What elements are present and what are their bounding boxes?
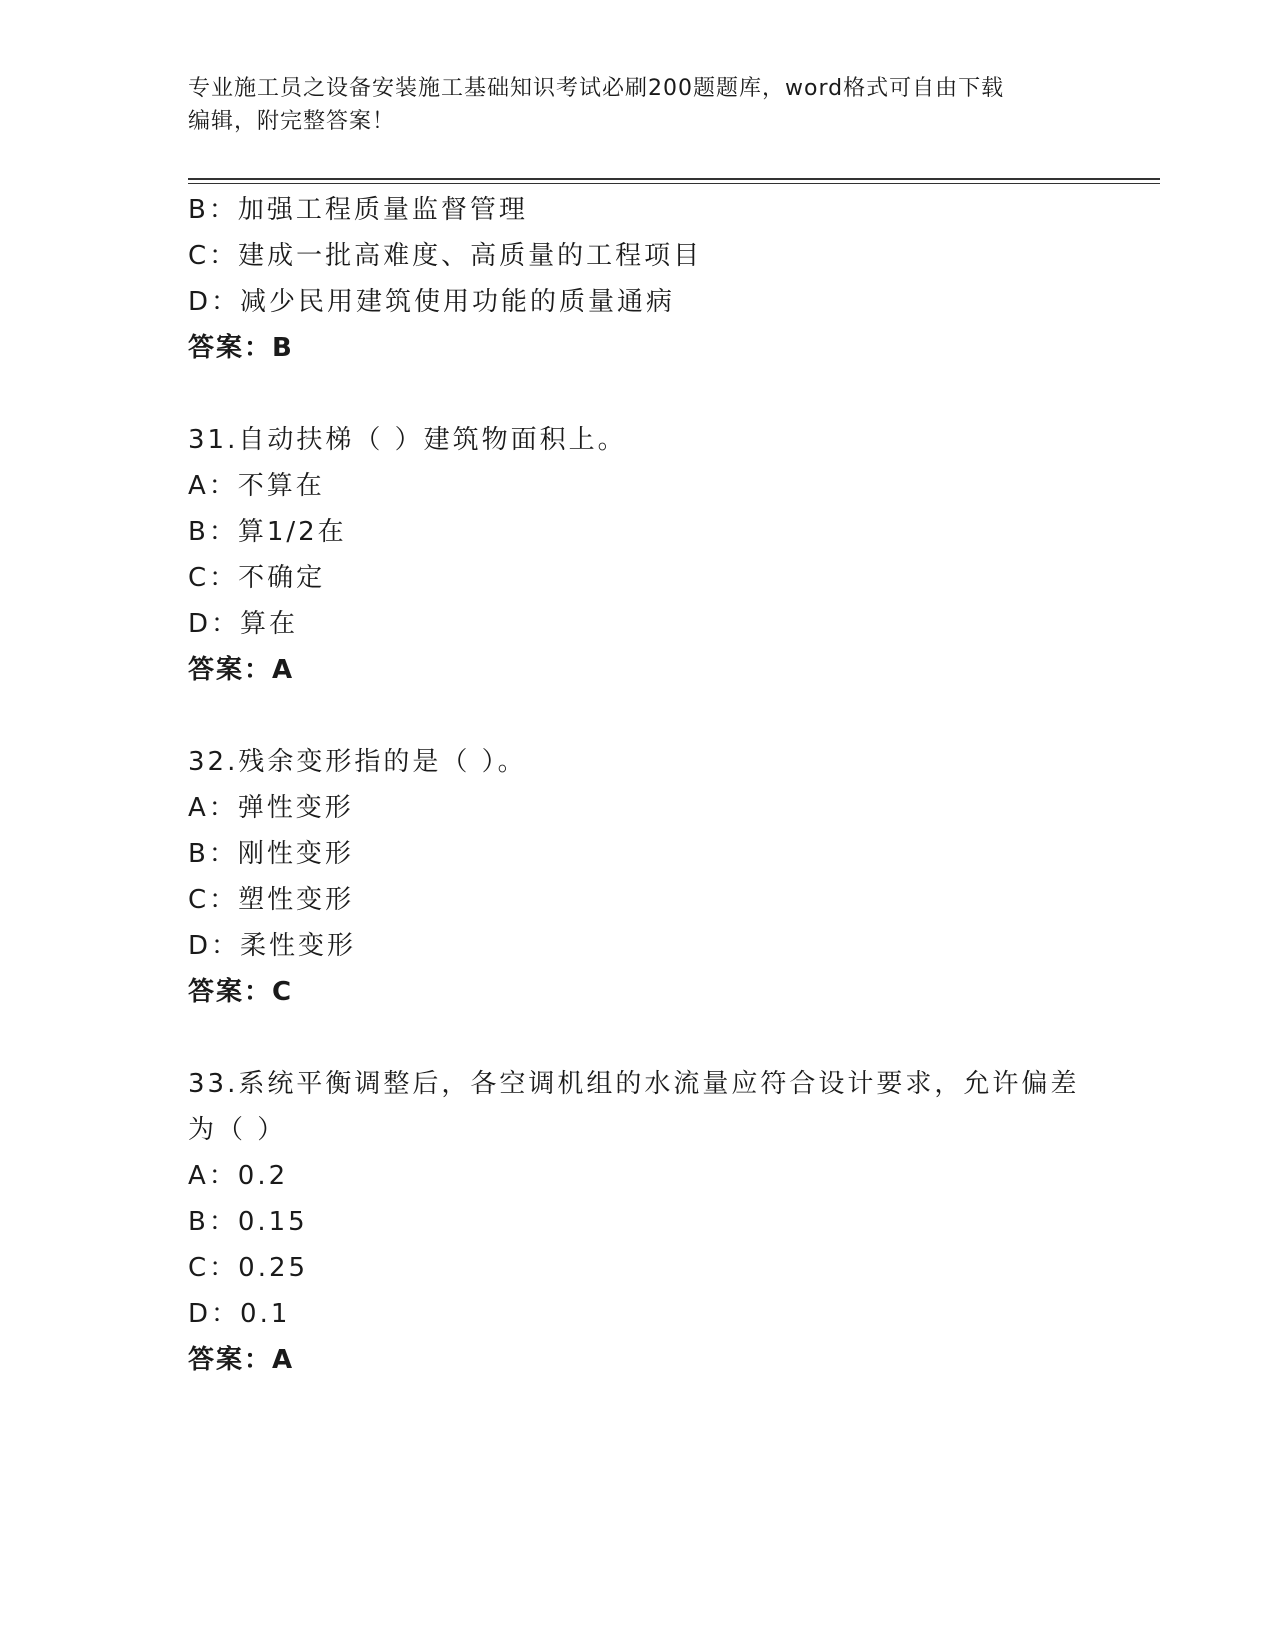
answer-label: 答案：B (188, 333, 294, 363)
option-c: C：塑性变形 (188, 885, 355, 915)
question-30-continuation (188, 187, 1088, 371)
option-a: A：弹性变形 (188, 793, 354, 823)
question-33 (188, 1061, 1088, 1383)
answer-label: 答案：A (188, 1345, 295, 1375)
header-title-line-2: 编辑，附完整答案！ (188, 109, 396, 134)
answer-label: 答案：A (188, 655, 295, 685)
header-divider-thin (188, 183, 1160, 184)
header-title-line-1: 专业施工员之设备安装施工基础知识考试必刷200题题库，word格式可自由下载 (188, 76, 1005, 101)
question-stem: 32.残余变形指的是（ ）。 (188, 747, 527, 777)
option-c: C：0.25 (188, 1253, 309, 1283)
spacer (188, 693, 1088, 739)
option-a: A：不算在 (188, 471, 325, 501)
option-d: D：算在 (188, 609, 299, 639)
document-header (188, 72, 1068, 138)
question-31 (188, 417, 1088, 693)
option-c: C：不确定 (188, 563, 326, 593)
option-b: B：算1/2在 (188, 517, 347, 547)
question-32 (188, 739, 1088, 1015)
option-d: D：柔性变形 (188, 931, 357, 961)
option-d: D：减少民用建筑使用功能的质量通病 (188, 287, 676, 317)
option-b: B：0.15 (188, 1207, 308, 1237)
option-c: C：建成一批高难度、高质量的工程项目 (188, 241, 703, 271)
question-list (188, 187, 1088, 1383)
option-d: D：0.1 (188, 1299, 291, 1329)
question-stem: 31.自动扶梯（ ）建筑物面积上。 (188, 425, 627, 455)
question-stem-line-1: 33.系统平衡调整后，各空调机组的水流量应符合设计要求，允许偏差 (188, 1069, 1080, 1099)
header-divider-thick (188, 178, 1160, 180)
spacer (188, 371, 1088, 417)
option-b: B：刚性变形 (188, 839, 354, 869)
spacer (188, 1015, 1088, 1061)
answer-label: 答案：C (188, 977, 294, 1007)
option-b: B：加强工程质量监督管理 (188, 195, 528, 225)
option-a: A：0.2 (188, 1161, 289, 1191)
question-stem-line-2: 为（ ） (188, 1115, 287, 1145)
